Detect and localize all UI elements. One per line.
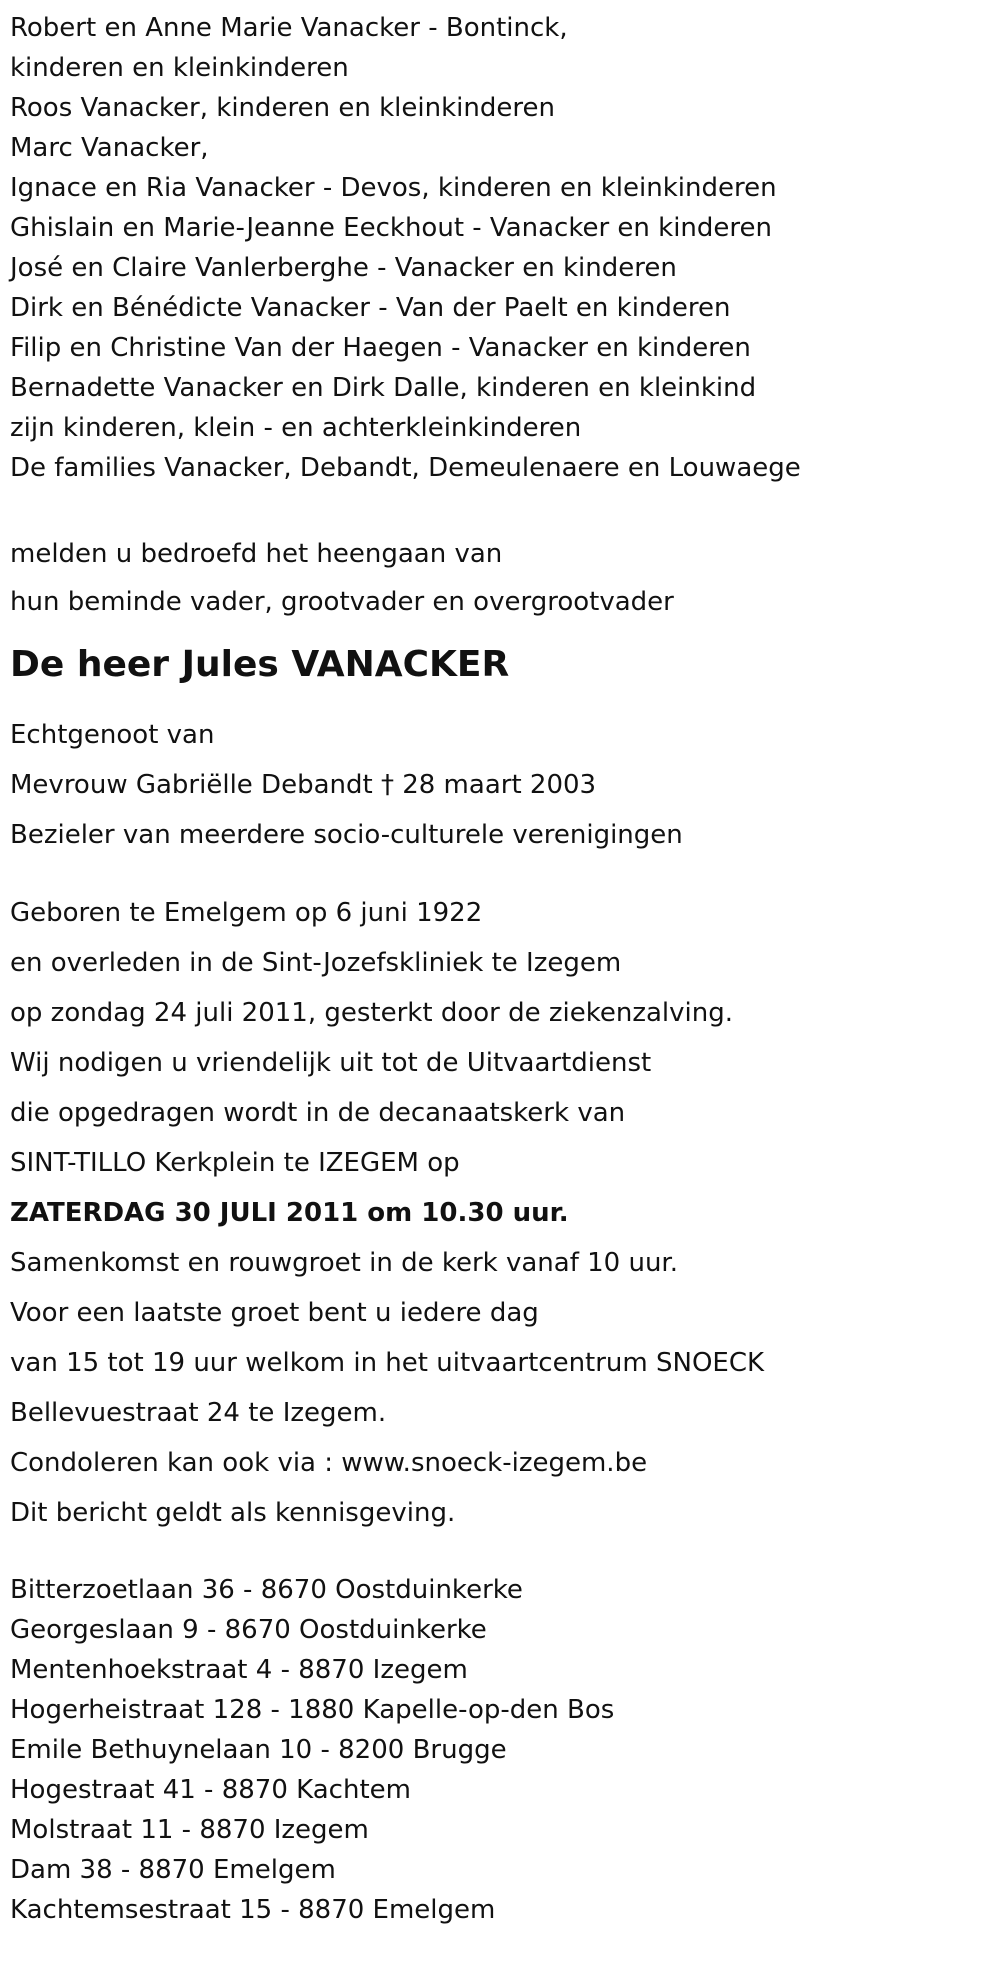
- died-place-line: en overleden in de Sint-Jozefskliniek te Izegem: [10, 948, 622, 978]
- family-line: José en Claire Vanlerberghe - Vanacker en kinderen: [10, 253, 677, 283]
- address-line: Molstraat 11 - 8870 Izegem: [10, 1815, 369, 1845]
- farewell-line: Voor een laatste groet bent u iedere dag: [10, 1298, 539, 1328]
- address-line: Emile Bethuynelaan 10 - 8200 Brugge: [10, 1735, 507, 1765]
- address-line: Kachtemsestraat 15 - 8870 Emelgem: [10, 1895, 496, 1925]
- family-line: Roos Vanacker, kinderen en kleinkinderen: [10, 93, 555, 123]
- family-line: kinderen en kleinkinderen: [10, 53, 349, 83]
- address-line: Georgeslaan 9 - 8670 Oostduinkerke: [10, 1615, 487, 1645]
- hours-line: van 15 tot 19 uur welkom in het uitvaartcentrum SNOECK: [10, 1348, 765, 1378]
- gathering-line: Samenkomst en rouwgroet in de kerk vanaf 10 uur.: [10, 1248, 678, 1278]
- deceased-name: De heer Jules VANACKER: [10, 644, 510, 685]
- address-line: Mentenhoekstraat 4 - 8870 Izegem: [10, 1655, 468, 1685]
- address-list: [10, 1570, 1000, 1930]
- address-line: Dam 38 - 8870 Emelgem: [10, 1855, 336, 1885]
- invite-line: Wij nodigen u vriendelijk uit tot de Uitvaartdienst: [10, 1048, 652, 1078]
- family-line: Robert en Anne Marie Vanacker - Bontinck,: [10, 13, 568, 43]
- announcement-line: melden u bedroefd het heengaan van: [10, 539, 503, 569]
- funeral-home-address: Bellevuestraat 24 te Izegem.: [10, 1398, 387, 1428]
- died-date-line: op zondag 24 juli 2011, gesterkt door de ziekenzalving.: [10, 998, 733, 1028]
- born-line: Geboren te Emelgem op 6 juni 1922: [10, 898, 483, 928]
- address-line: Hogestraat 41 - 8870 Kachtem: [10, 1775, 411, 1805]
- service-date-line: ZATERDAG 30 JULI 2011 om 10.30 uur.: [10, 1198, 569, 1228]
- announcement-line: hun beminde vader, grootvader en overgrootvader: [10, 587, 674, 617]
- condolences-line: Condoleren kan ook via : www.snoeck-izegem.be: [10, 1448, 648, 1478]
- family-line: Bernadette Vanacker en Dirk Dalle, kinderen en kleinkind: [10, 373, 757, 403]
- family-line: Filip en Christine Van der Haegen - Vanacker en kinderen: [10, 333, 751, 363]
- notice-line: Dit bericht geldt als kennisgeving.: [10, 1498, 456, 1528]
- family-line: zijn kinderen, klein - en achterkleinkinderen: [10, 413, 582, 443]
- family-line: De families Vanacker, Debandt, Demeulenaere en Louwaege: [10, 453, 801, 483]
- church-intro-line: die opgedragen wordt in de decanaatskerk van: [10, 1098, 626, 1128]
- family-line: Ignace en Ria Vanacker - Devos, kinderen en kleinkinderen: [10, 173, 777, 203]
- announcement: [10, 530, 1000, 626]
- family-line: Marc Vanacker,: [10, 133, 209, 163]
- church-line: SINT-TILLO Kerkplein te IZEGEM op: [10, 1148, 460, 1178]
- spouse-line: Echtgenoot van: [10, 720, 215, 750]
- spouse-info: [10, 710, 1000, 860]
- funeral-details: [10, 888, 1000, 1538]
- spouse-line: Bezieler van meerdere socio-culturele verenigingen: [10, 820, 683, 850]
- address-line: Hogerheistraat 128 - 1880 Kapelle-op-den Bos: [10, 1695, 615, 1725]
- spouse-line: Mevrouw Gabriëlle Debandt † 28 maart 2003: [10, 770, 597, 800]
- family-line: Dirk en Bénédicte Vanacker - Van der Paelt en kinderen: [10, 293, 731, 323]
- address-line: Bitterzoetlaan 36 - 8670 Oostduinkerke: [10, 1575, 523, 1605]
- family-list: [10, 8, 1000, 488]
- family-line: Ghislain en Marie-Jeanne Eeckhout - Vanacker en kinderen: [10, 213, 772, 243]
